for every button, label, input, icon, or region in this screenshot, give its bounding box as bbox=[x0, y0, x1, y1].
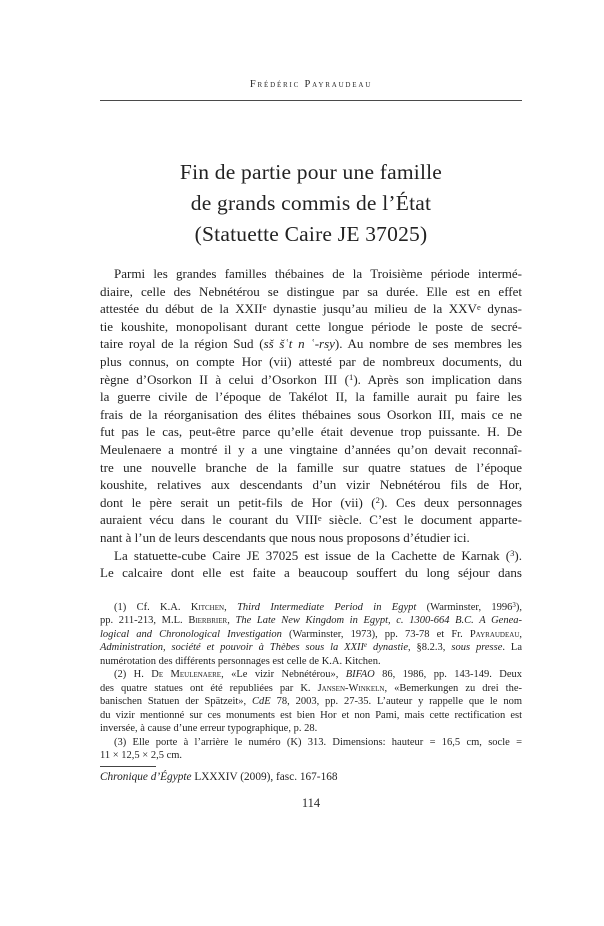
text-line: inversée, à cause d’une erreur typographique, p. 28. bbox=[100, 723, 318, 735]
title-line-3: (Statuette Caire JE 37025) bbox=[194, 222, 428, 246]
text-segment: Bierbrier bbox=[188, 615, 228, 627]
text-segment: Payraudeau bbox=[469, 628, 520, 640]
text-line: Le calcaire dont elle est faite a beaucoup souffert du long séjour dans bbox=[100, 565, 522, 581]
text-line: numérotation des différents personnages est celle de K.A. Kitchen. bbox=[100, 655, 381, 667]
text-segment: e bbox=[317, 512, 322, 523]
text-segment: Third Intermediate Period in Egypt bbox=[237, 601, 417, 613]
text-line: (2) H. De Meulenaere, «Le vizir Nebnétérou», BIFAO 86, 1986, pp. 143-149. Deux bbox=[114, 669, 522, 681]
journal-colophon: Chronique d’Égypte LXXXIV (2009), fasc. 167-168 bbox=[100, 770, 338, 783]
footnotes bbox=[100, 601, 522, 763]
text-line: koushite, relatives aux descendants d’un vizir Nebnétérou fils de Hor, bbox=[100, 477, 522, 493]
text-line: pp. 211-213, M.L. Bierbrier, The Late New Kingdom in Egypt, c. 1300-664 B.C. A Genea- bbox=[100, 615, 523, 627]
text-line: Parmi les grandes familles thébaines de la Troisième période intermé- bbox=[114, 266, 522, 281]
text-line: auraient vécu dans le courant du VIIIe siècle. C’est le document apparte- bbox=[100, 512, 522, 528]
text-segment: logical and Chronological Investigation bbox=[100, 628, 282, 640]
text-segment: Jansen-Winkeln bbox=[317, 682, 385, 694]
text-segment: dynastie bbox=[367, 642, 409, 654]
title-line-1: Fin de partie pour une famille bbox=[179, 160, 443, 184]
text-segment: 1 bbox=[349, 372, 354, 383]
article-title bbox=[100, 157, 522, 250]
text-line: plus connus, on compte Hor (vii) attesté par de nombreux documents, du bbox=[100, 353, 522, 369]
text-segment: BIFAO bbox=[345, 669, 375, 681]
text-line: attestée du début de la XXIIe dynastie jusqu’au milieu de la XXVe dynas- bbox=[100, 301, 522, 317]
text-line: taire royal de la région Sud (sš šʿt n ʿ-rsy). Au nombre de ses membres les bbox=[100, 336, 522, 352]
text-line: tre une nouvelle branche de la famille sur quatre statues de l’époque bbox=[100, 459, 522, 475]
text-line: des quatre statues ont été republiées par K. Jansen-Winkeln, «Bemerkungen zu drei the- bbox=[100, 682, 522, 694]
article-body bbox=[100, 265, 522, 582]
header-rule bbox=[100, 100, 522, 101]
text-segment: e bbox=[262, 301, 267, 312]
text-line: Meulenaere a montré il y a une vingtaine d’années qu’on devait reconnaî- bbox=[100, 441, 522, 457]
text-line: 11 × 12,5 × 2,5 cm. bbox=[100, 750, 183, 762]
title-line-2: de grands commis de l’État bbox=[190, 191, 432, 215]
text-segment: Chronique d’Égypte bbox=[100, 770, 192, 783]
text-line: Administration, société et pouvoir à Thèbes sous la XXIIe dynastie, §8.2.3, sous presse. La bbox=[100, 642, 523, 654]
text-line: fut pas le cas, peut-être parce qu’elle était devenue trop puissante. H. De bbox=[100, 424, 522, 440]
text-segment: De Meulenaere bbox=[151, 669, 222, 681]
text-line: frais de la réorganisation des élites thébaines sous Osorkon III, mais ce ne bbox=[100, 406, 522, 422]
text-segment: e bbox=[476, 301, 481, 312]
text-segment: sous presse bbox=[451, 642, 503, 654]
text-line: dont le père serait un petit-fils de Hor (vii) ($^2$). Ces deux personnages bbox=[100, 494, 523, 510]
text-line: nant à l’un de leurs descendants que nous nous proposons d’étudier ici. bbox=[100, 529, 470, 545]
text-line: (3) Elle porte à l’arrière le numéro (K) 313. Dimensions: hauteur = 16,5 cm, socle = bbox=[114, 736, 522, 748]
text-line: (1) Cf. K.A. Kitchen, Third Intermediate Period in Egypt (Warminster, 1996$^3$), bbox=[114, 601, 523, 613]
text-segment: sš šʿt n ʿ-rsy bbox=[263, 336, 335, 352]
page-number: 114 bbox=[301, 795, 321, 810]
text-line: règne d’Osorkon II à celui d’Osorkon III ($^1$). Après son implication dans bbox=[100, 371, 522, 387]
text-line: la guerre civile de l’époque de Takélot II, la famille aurait pu faire les bbox=[100, 389, 522, 405]
text-line: La statuette-cube Caire JE 37025 est issue de la Cachette de Karnak ($^3$). bbox=[114, 547, 522, 563]
text-line: banischen Statuen der Spätzeit», CdE 78, 2003, pp. 27-35. L’auteur y rappelle que le nom bbox=[100, 696, 522, 708]
text-line: du vizir mentionné sur ces monuments est bien Hor et non Pami, mais cette rectification est bbox=[100, 709, 522, 721]
text-line: tie koushite, monopolisant durant cette longue période le poste de secré- bbox=[100, 318, 522, 334]
colophon-rule bbox=[100, 766, 156, 767]
text-line: logical and Chronological Investigation (Warminster, 1973), pp. 73-78 et Fr. Payraudeau, bbox=[100, 628, 522, 640]
text-line: diaire, celle des Nebnétérou se distingue par sa durée. Elle est en effet bbox=[100, 283, 522, 299]
text-segment: CdE bbox=[252, 696, 271, 708]
text-segment: 3 bbox=[510, 548, 515, 559]
text-segment: e bbox=[364, 642, 368, 650]
text-segment: 3 bbox=[512, 601, 516, 609]
text-segment: The Late New Kingdom in Egypt, c. 1300-664 B.C. A Genea- bbox=[235, 615, 523, 627]
text-segment: 2 bbox=[375, 495, 380, 506]
running-head-author: Frédéric Payraudeau bbox=[249, 79, 373, 90]
text-segment: Administration, société et pouvoir à Thèbes sous la XXII bbox=[100, 642, 365, 654]
text-segment: Kitchen bbox=[190, 601, 225, 613]
